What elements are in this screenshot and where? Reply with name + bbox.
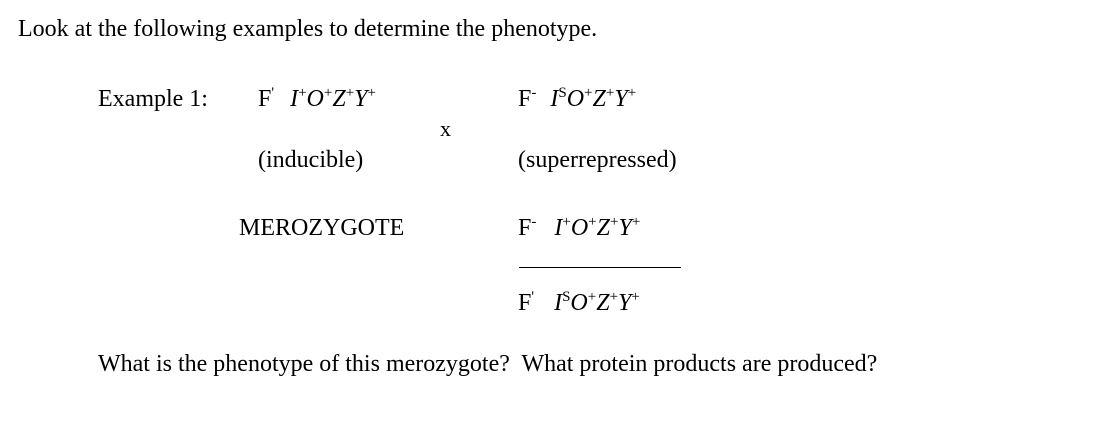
parent1-phenotype: (inducible) [258,147,364,173]
merozygote-bottom-allele-o: + [587,289,597,305]
parent1-gene-z: Z [332,86,346,112]
parent1-allele-o: + [323,85,333,101]
parent1-factor-mark: ' [271,85,275,101]
merozygote-top-genotype [518,216,640,240]
parent1-allele-z: + [345,85,355,101]
merozygote-bottom-factor-mark: ' [531,289,535,305]
parent2-allele-o: + [584,85,593,101]
merozygote-top-allele-i: + [562,214,571,230]
merozygote-top-factor-mark: - [531,214,537,230]
parent2-genotype [518,87,636,111]
merozygote-bottom-gene-i: I [554,290,563,316]
merozygote-divider-line [519,267,681,268]
merozygote-label: MEROZYGOTE [239,215,405,241]
heading-text: Look at the following examples to determine the phenotype. [18,16,598,42]
parent2-factor-mark: - [531,85,537,101]
parent1-allele-i: + [298,85,307,101]
parent1-gene-o: O [306,86,324,112]
merozygote-bottom-allele-y: + [631,289,640,305]
parent2-allele-y: + [627,85,637,101]
parent1-gene-i: I [290,86,299,112]
parent1-allele-y: + [367,85,376,101]
parent2-factor: F [518,86,532,112]
parent2-gene-i: I [550,86,559,112]
merozygote-top-factor: F [518,215,532,241]
parent2-gene-z: Z [592,86,606,112]
merozygote-bottom-allele-z: + [609,289,619,305]
parent1-gene-y: Y [354,86,368,112]
merozygote-bottom-factor: F [518,290,532,316]
cross-symbol: x [440,116,451,141]
merozygote-top-allele-o: + [588,214,597,230]
merozygote-top-gene-i: I [554,215,563,241]
merozygote-bottom-genotype [518,291,640,315]
merozygote-top-allele-z: + [610,214,619,230]
merozygote-top-gene-z: Z [596,215,610,241]
merozygote-bottom-allele-i: S [562,289,571,305]
merozygote-bottom-gene-o: O [570,290,588,316]
parent2-allele-i: S [558,85,567,101]
parent2-phenotype: (superrepressed) [518,147,677,173]
merozygote-top-gene-o: O [570,215,589,241]
question-text: What is the phenotype of this merozygote? What protein products are produced? [98,351,878,377]
merozygote-top-allele-y: + [631,214,641,230]
parent2-allele-z: + [605,85,615,101]
merozygote-bottom-gene-y: Y [618,290,632,316]
parent1-genotype [258,87,376,111]
merozygote-bottom-gene-z: Z [596,290,610,316]
parent2-gene-o: O [566,86,585,112]
merozygote-top-gene-y: Y [618,215,632,241]
example-label: Example 1: [98,86,208,112]
parent1-factor: F [258,86,272,112]
parent2-gene-y: Y [614,86,628,112]
